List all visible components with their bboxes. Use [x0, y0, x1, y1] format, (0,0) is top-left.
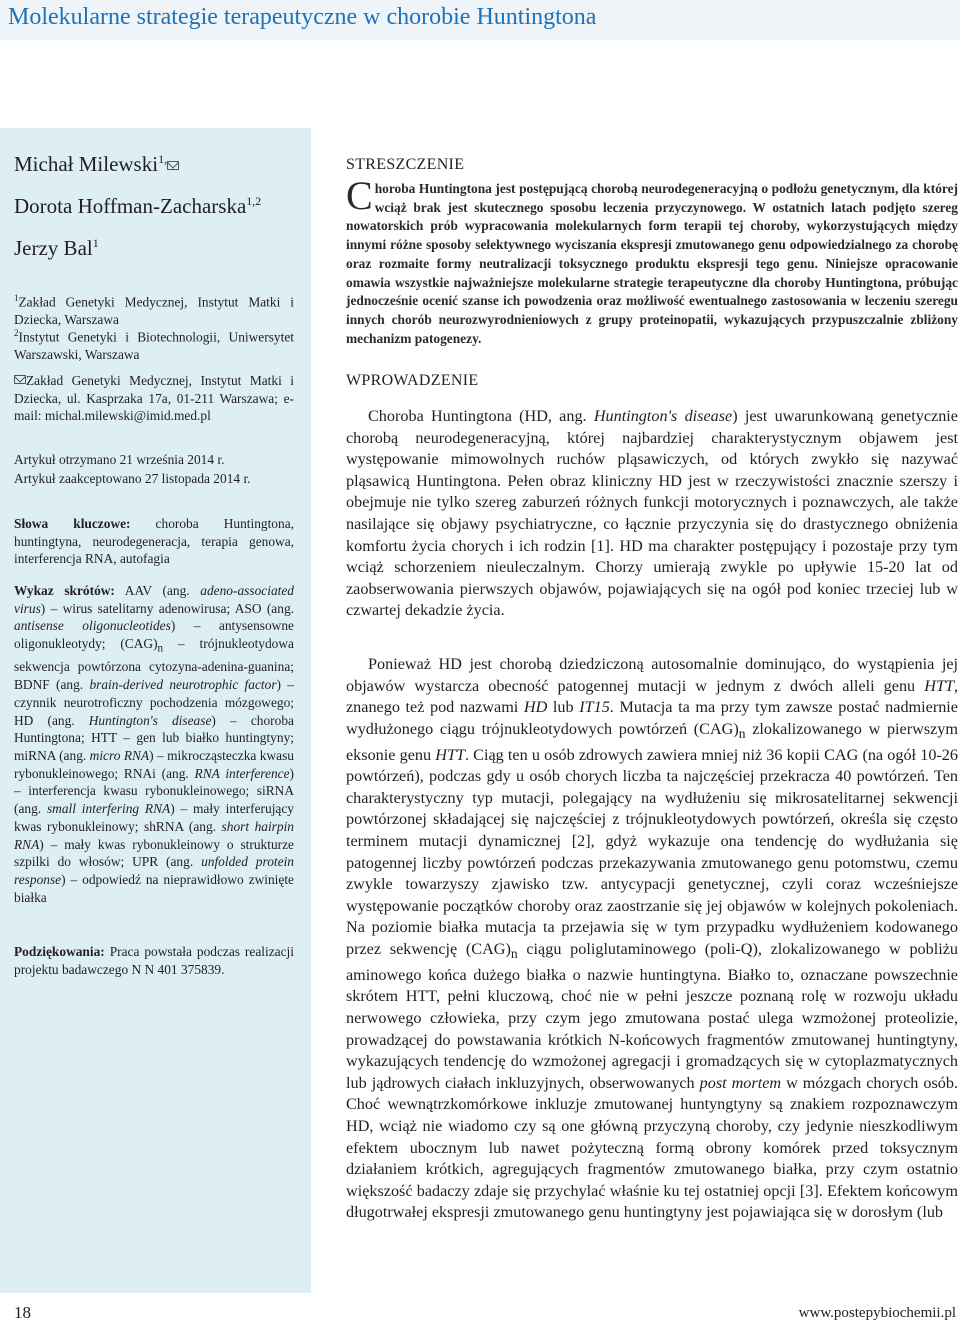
- keywords: Słowa kluczowe: choroba Huntingtona, huntingtyna, neurodegeneracja, terapia genowa, interferencja RNA, autofagia: [14, 516, 294, 567]
- author-1: Michał Milewski$^{1,}$: [14, 152, 294, 177]
- journal-website[interactable]: www.postepybiochemii.pl: [798, 1305, 956, 1321]
- abbreviations: Wykaz skrótów: AAV (ang. adeno-associated virus) – wirus satelitarny adenowirusa; ASO (ang. antisense oligonucleotides) – antysensowne oligonukleotydy; $(CAG)_n$ – trójnukleotydowa sekwencja powtórzona cytozyna-adenina-guanina; BDNF (ang. brain-derived neurotrophic factor) – czynnik neurotroficzny pochodzenia mózgowego; HD (ang. Huntington's disease) – choroba Huntingtona; HTT – gen lub białko huntingtyny; miRNA (ang. micro RNA) – mikrocząsteczka kwasu rybonukleinowego; RNAi (ang. RNA interference) – interferencja kwasu rybonukleinowego; siRNA (ang. small interfering RNA) – mały interferujący kwas rybonukleinowy; shRNA (ang. short hairpin RNA) – mały kwas rybonukleinowy o strukturze szpilki do włosów; UPR (ang. unfolded protein response) – odpowiedź na nieprawidłowo zwinięte białka: [14, 583, 294, 905]
- author-3: Jerzy Bal$^1$: [14, 236, 99, 260]
- header-bar: [0, 0, 960, 42]
- correspondence: Zakład Genetyki Medycznej, Instytut Matki i Dziecka, ul. Kasprzaka 17a, 01-211 Warszawa; e-mail: michal.milewski@imid.med.pl: [14, 373, 294, 424]
- date-accepted: Artykuł zaakceptowano 27 listopada 2014 r.: [14, 471, 251, 486]
- page-number: 18: [14, 1303, 31, 1322]
- abstract-text: Choroba Huntingtona jest postępującą chorobą neurodegeneracyjną o podłożu genetycznym, dla której wciąż brak jest skutecznego sposobu leczenia przyczynowego. W ostatnich latach podjęto szereg nowatorskich prób wypracowania molekularnych form terapii tej choroby, wykorzystujących między innymi różne sposoby selektywnego wyciszania ekspresji zmutowanego genu odpowiedzialnego za chorobę oraz rozmaite formy neutralizacji toksycznego produktu ekspresji tego genu. Niniejsze opracowanie omawia wszystkie najważniejsze molekularne strategie terapeutyczne dla choroby Huntingtona, próbując jednocześnie ocenić szanse ich powodzenia oraz możliwość ewentualnego zastosowania w leczeniu szeregu innych chorób neurozwyrodnieniowych z grupy proteinopatii, wykazujących przypuszczalnie zbliżony mechanizm patogenezy.: [346, 173, 958, 346]
- affiliation-2: $^2$Instytut Genetyki i Biotechnologii, Uniwersytet Warszawski, Warszawa: [14, 328, 294, 363]
- date-received: Artykuł otrzymano 21 września 2014 r.: [14, 452, 225, 467]
- intro-heading: WPROWADZENIE: [346, 372, 479, 389]
- envelope-icon: [14, 375, 26, 384]
- intro-paragraph-1: Choroba Huntingtona (HD, ang. Huntington's disease) jest uwarunkowaną genetycznie chorobą neurodegeneracyjną, której najbardziej charakterystycznym objawem jest występowanie mimowolnych ruchów pląsawiczych, od których zwykło się nazywać pląsawicą Huntingtona. Pełen obraz kliniczny HD jest w rzeczywistości znacznie szerszy i obejmuje nie tylko szereg zaburzeń różnych funkcji motorycznych i poznawczych, ale także nasilające się objawy psychiatryczne, co łącznie przyczynia się do drastycznego obniżenia komfortu życia chorych i ich rodzin [1]. HD ma charakter postępujący i pozostaje przy tym wciąż schorzeniem nieuleczalnym. Chorzy umierają zwykle po upływie 15-20 lat od zaobserwowania pierwszych objawów, pojawiających się na ogół pod koniec trzeciej lub w czwartej dekadzie życia.: [346, 407, 958, 620]
- abstract-heading: STRESZCZENIE: [346, 156, 465, 173]
- intro-paragraph-2: Ponieważ HD jest chorobą dziedziczoną autosomalnie dominująco, do wystąpienia jej objawów wystarcza obecność patogennej mutacji w jednym z dwóch alleli genu HTT, znanego też pod nazwami HD lub IT15. Mutacja ta ma przy tym zawsze postać nadmiernie wydłużonego ciągu trójnukleotydowych powtórzeń $(CAG)_n$ zlokalizowanego w pierwszym eksonie genu HTT. Ciąg ten u osób zdrowych zawiera mniej niż 36 kopii CAG (na ogół 10-26 powtórzeń), podczas gdy u osób chorych liczba ta najczęściej przekracza 40 powtórzeń. Ten charakterystyczny typ mutacji, polegający na wydłużeniu się mikrosatelitarnej sekwencji powtórzonej składającej się najczęściej z trójnukleotydowych powtórzeń, określa się często terminem mutacji dynamicznej [2], gdyż wykazuje ona tendencję do wydłużania się patogennej liczby powtórzeń podczas przekazywania zmutowanego genu potomstwu, czemu zwykle towarzyszy zjawisko tzw. antycypacji genetycznej, czyli coraz wcześniejsze występowanie początków choroby oraz zaostrzanie się jej objawów w kolejnych pokoleniach. Na poziomie białka mutacja ta przejawia się w tym przypadku wydłużeniem kodowanego przez sekwencję $(CAG)_n$ ciągu poliglutaminowego (poli-Q), zlokalizowanego w pobliżu aminowego końca dużego białka o nazwie huntingtyna. Białko to, oznaczane powszechnie skrótem HTT, pełni kluczową, choć nie w pełni jeszcze poznaną rolę w rozwoju układu nerwowego człowieka, przy czym jego zmutowana postać ulega wzmożonej proteolizie, prowadzącej do powstawania krótkich N-końcowych fragmentów zmutowanej huntingtyny, wykazujących tendencję do wzmożonej agregacji i gromadzących się w cytoplazmatycznych lub jądrowych ciałach inkluzyjnych, obserwowanych post mortem w mózgach chorych osób. Choć wewnątrzkomórkowe inkluzje zmutowanej huntyngtyny są znakiem rozpoznawczym HD, wciąż nie wiadomo czy są one główną przyczyną choroby, czy jedynie nieszkodliwym efektem ubocznym lub nawet pożyteczną formą obrony komórek przed toksycznym działaniem krótkich, agregujących fragmentów zmutowanego białka, przy czym ostatnio większość badaczy zdaje się przychylać właśnie ku tej ostatniej opcji [3]. Efektem końcowym długotrwałej ekspresji zmutowanego genu huntingtyny jest pojawiająca się w dorosłym (lub: [346, 655, 958, 1222]
- acknowledgements: Podziękowania: Praca powstała podczas realizacji projektu badawczego N N 401 375839.: [14, 944, 294, 977]
- envelope-icon: [167, 161, 179, 170]
- article-title: Molekularne strategie terapeutyczne w chorobie Huntingtona: [8, 4, 597, 30]
- affiliation-1: $^1$Zakład Genetyki Medycznej, Instytut Matki i Dziecka, Warszawa: [14, 293, 294, 328]
- drop-cap: C: [346, 173, 373, 218]
- author-2: Dorota Hoffman-Zacharska$^{1,2}$: [14, 194, 262, 218]
